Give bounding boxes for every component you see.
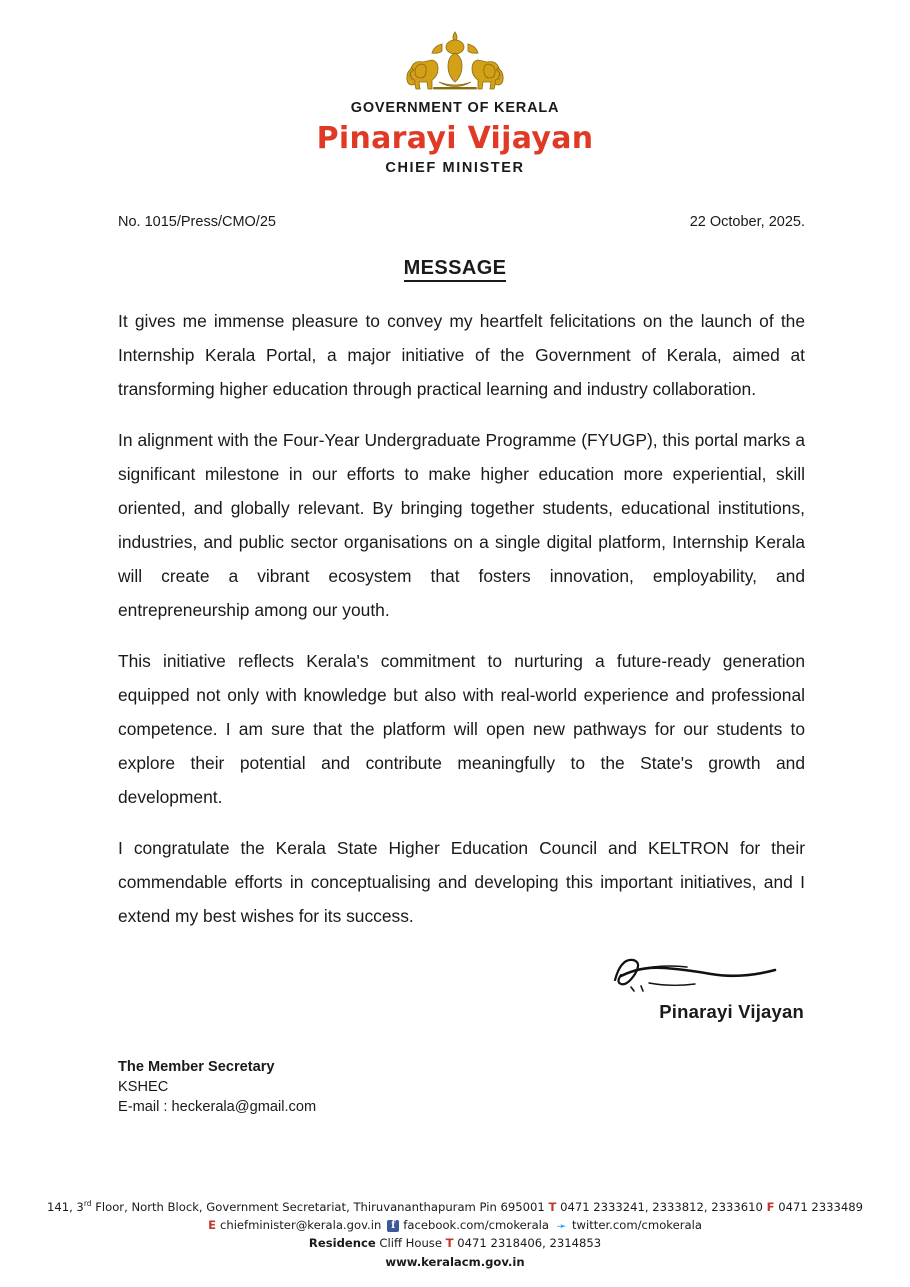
footer-email-chip — [208, 1217, 381, 1234]
facebook-icon: f — [387, 1220, 399, 1232]
page-title-text: MESSAGE — [404, 257, 507, 282]
chief-minister-designation: CHIEF MINISTER — [385, 159, 525, 176]
footer-twitter: twitter.com/cmokerala — [572, 1218, 702, 1232]
footer-address-prefix: 141, 3 — [46, 1200, 84, 1214]
footer-phone-numbers: 0471 2333241, 2333812, 2333610 — [560, 1200, 767, 1214]
letterhead — [0, 0, 910, 176]
reference-number: No. 1015/Press/CMO/25 — [118, 213, 276, 230]
chief-minister-name: Pinarayi Vijayan — [316, 121, 594, 156]
footer-fax-number: 0471 2333489 — [774, 1200, 864, 1214]
reference-row — [118, 214, 805, 230]
addressee-email: E-mail : heckerala@gmail.com — [118, 1098, 317, 1115]
footer-residence-phone: 0471 2318406, 2314853 — [453, 1236, 602, 1250]
addressee-title: The Member Secretary — [118, 1058, 275, 1075]
footer-phone-label: T — [548, 1200, 557, 1214]
body-paragraph: It gives me immense pleasure to convey my heartfelt felicitations on the launch of the Internship Kerala Portal, a major initiative of the Government of Kerala, aimed at transforming higher education through practical learning and industry collaboration. — [118, 310, 805, 399]
letter-body — [118, 304, 805, 933]
footer-twitter-chip[interactable] — [555, 1217, 702, 1234]
footer — [0, 1195, 910, 1271]
footer-residence-phone-label: T — [445, 1236, 454, 1250]
footer-email-label: E — [208, 1218, 216, 1232]
body-paragraph: This initiative reflects Kerala's commitment to nurturing a future-ready generation equipped not only with knowledge but also with real-world experience and professional competence. I am sure that the platform will open new pathways for our students to explore their potential and contribute meaningfully to the State's growth and development. — [118, 650, 805, 807]
kerala-state-emblem-icon — [395, 22, 515, 96]
footer-address-rest: Floor, North Block, Government Secretariat, Thiruvananthapuram Pin 695001 — [91, 1200, 549, 1214]
footer-website[interactable]: www.keralacm.gov.in — [385, 1255, 525, 1269]
body-paragraph: In alignment with the Four-Year Undergraduate Programme (FYUGP), this portal marks a significant milestone in our efforts to make higher education more experiential, skill oriented, and globally relevant. By bringing together students, educational institutions, industries, and public sector organisations on a single digital platform, Internship Kerala will create a vibrant ecosystem that fosters innovation, employability, and entrepreneurship among our youth. — [118, 429, 805, 620]
footer-facebook-chip[interactable] — [387, 1217, 549, 1234]
footer-residence-line — [0, 1235, 910, 1252]
footer-address-line — [0, 1195, 910, 1216]
letter-date: 22 October, 2025. — [689, 213, 805, 230]
government-line: GOVERNMENT OF KERALA — [350, 100, 560, 116]
footer-address-ordinal: rd — [83, 1199, 92, 1209]
footer-facebook: facebook.com/cmokerala — [403, 1218, 549, 1232]
signatory-name: Pinarayi Vijayan — [659, 1000, 804, 1022]
page-title — [0, 257, 910, 280]
footer-contact-line — [0, 1217, 910, 1234]
signature-block — [0, 950, 805, 1023]
footer-residence-place: Cliff House — [379, 1236, 446, 1250]
handwritten-signature-icon — [605, 950, 805, 996]
addressee-organisation: KSHEC — [118, 1078, 169, 1095]
addressee-block — [118, 1057, 910, 1117]
footer-residence-label: Residence — [308, 1236, 376, 1250]
body-paragraph: I congratulate the Kerala State Higher Education Council and KELTRON for their commendable efforts in conceptualising and developing this important initiatives, and I extend my best wishes for its success. — [118, 837, 805, 926]
footer-fax-label: F — [766, 1200, 775, 1214]
twitter-icon: ➛ — [556, 1218, 567, 1233]
footer-email: chiefminister@kerala.gov.in — [219, 1218, 382, 1232]
